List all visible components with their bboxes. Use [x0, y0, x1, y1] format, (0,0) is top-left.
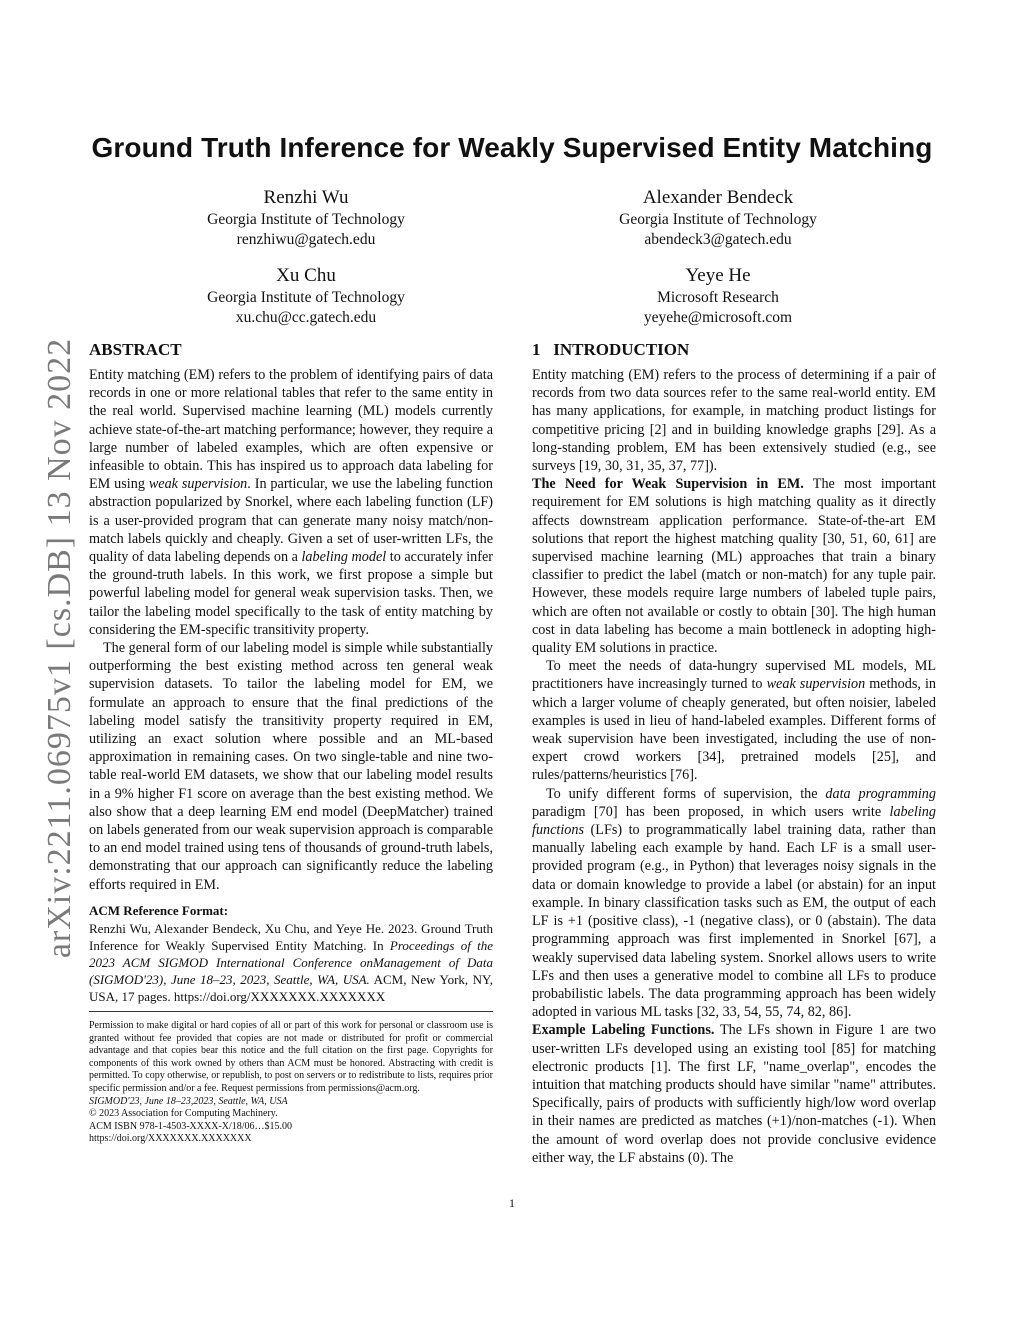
author-block: [538, 264, 898, 328]
abstract-emphasis: weak supervision: [148, 476, 248, 493]
paper-title: Ground Truth Inference for Weakly Supervised Entity Matching: [91, 132, 933, 163]
intro-paragraph: [532, 657, 936, 784]
author-affiliation: Georgia Institute of Technology: [619, 211, 817, 228]
author-affiliation: Georgia Institute of Technology: [207, 211, 405, 228]
intro-emphasis: labeling functions: [532, 803, 936, 839]
acm-reference-text: ACM, New York, NY, USA, 17 pages. https://doi.org/XXXXXXX.XXXXXXX: [89, 972, 494, 1005]
intro-text: The LFs shown in Figure 1 are two user-written LFs developed using an existing tool [85] for matching electronic products [1]. The first LF, "name_overlap", encodes the intuition that matching products should have similar "name" attributes. Specifically, pairs of products with sufficiently high/low word overlap in their names are predicted as matches (+1)/non-matches (-1). When the amount of word overlap does not provide conclusive evidence either way, the LF abstains (0). The: [532, 1022, 936, 1166]
isbn-line: ACM ISBN 978-1-4503-XXXX-X/18/06…$15.00: [89, 1120, 293, 1132]
conference-line: SIGMOD'23, June 18–23,2023, Seattle, WA, USA: [89, 1095, 288, 1107]
abstract-paragraph: [89, 366, 493, 639]
acm-reference-text: Renzhi Wu, Alexander Bendeck, Xu Chu, and Yeye He. 2023. Ground Truth Inference for Weakly Supervised Entity Matching. In: [89, 921, 493, 954]
arxiv-stamp: arXiv:2211.06975v1 [cs.DB] 13 Nov 2022: [41, 337, 78, 959]
section-heading-introduction: 1 INTRODUCTION: [532, 340, 690, 359]
author-affiliation: Microsoft Research: [657, 289, 779, 306]
left-column: [89, 340, 493, 1146]
author-email: xu.chu@cc.gatech.edu: [235, 309, 377, 326]
intro-paragraph: Entity matching (EM) refers to the process of determining if a pair of records from two data sources refer to the same real-world entity. EM has many applications, for example, in matching product listings for competitive pricing [2] and in building knowledge graphs [29]. As a long-standing problem, EM has been extensively studied (e.g., see surveys [19, 30, 31, 35, 37, 77]).: [532, 367, 936, 475]
intro-text: To unify different forms of supervision, the: [546, 785, 826, 802]
permission-text: Permission to make digital or hard copies of all or part of this work for personal or classroom use is granted without fee provided that copies are not made or distributed for profit or commercial advantage and that copies bear this notice and the full citation on the first page. Copyrights for components of this work owned by others than ACM must be honored. Abstracting with credit is permitted. To copy otherwise, or republish, to post on servers or to redistribute to lists, requires prior specific permission and/or a fee. Request permissions from permissions@acm.org.: [89, 1020, 493, 1095]
abstract-text: Entity matching (EM) refers to the problem of identifying pairs of data records in one or more relational tables that refer to the same entity in the real world. Supervised machine learning (ML) models currently achieve state-of-the-art matching performance; however, they require a large number of labeled examples, which are often expensive or infeasible to obtain. This has inspired us to approach data labeling for EM using: [89, 367, 493, 493]
author-email: renzhiwu@gatech.edu: [236, 231, 376, 248]
right-column: [532, 340, 936, 1167]
intro-paragraph: [532, 785, 936, 1022]
doi-line: https://doi.org/XXXXXXX.XXXXXXX: [89, 1133, 252, 1145]
abstract-text: to accurately infer the ground-truth labels. In this work, we first propose a simple but powerful labeling model for general weak supervision tasks. Then, we tailor the labeling model specifically to the task of entity matching by considering the EM-specific transitivity property.: [89, 549, 493, 638]
association-line: © 2023 Association for Computing Machinery.: [89, 1108, 278, 1120]
intro-text: (LFs) to programmatically label training data, rather than manually labeling each example by hand. Each LF is a small user-provided program (e.g., in Python) that leverages noisy signals in the data or domain knowledge to provide a label (or abstain) for an input example. In binary classification tasks such as EM, the output of each LF is +1 (positive class), -1 (negative class), or 0 (abstain). The data programming approach was first implemented in Snorkel [67], a weakly supervised data labeling system. Snorkel allows users to write LFs and then uses a generative model to combine all LFs to produce probabilistic labels. The data programming approach has been widely adopted in various ML tasks [32, 33, 54, 55, 74, 82, 86].: [532, 822, 936, 1021]
intro-text: methods, in which a larger volume of cheaply generated, but often noisier, labeled examples is used in lieu of hand-labeled examples. Different forms of weak supervision have been investigated, including the use of non-expert crowd workers [34], pretrained models [25], and rules/patterns/heuristics [76].: [532, 676, 936, 784]
page-number: 1: [509, 1196, 515, 1210]
author-block: [126, 186, 486, 250]
paragraph-lead: The Need for Weak Supervision in EM.: [532, 476, 804, 493]
abstract-text: . In particular, we use the labeling function abstraction popularized by Snorkel, where each labeling function (LF) is a user-provided program that can generate many noisy match/non-match labels quickly and cheaply. Given a set of user-written LFs, the quality of data labeling depends on a: [89, 476, 493, 566]
author-name: Renzhi Wu: [263, 187, 349, 208]
intro-text: The most important requirement for EM solutions is high matching quality as it directly affects downstream application performance. State-of-the-art EM solutions that report the highest matching quality [30, 51, 60, 61] are supervised machine learning (ML) approaches that train a binary classifier to predict the label (match or non-match) for any tuple pair. However, these models require large numbers of labeled tuple pairs, which are often not available or costly to obtain [30]. The high human cost in data labeling has become a main bottleneck in adopting high-quality EM solutions in practice.: [532, 476, 936, 657]
author-email: abendeck3@gatech.edu: [644, 231, 792, 248]
author-block: [126, 264, 486, 328]
acm-reference: [89, 920, 493, 1005]
intro-text: To meet the needs of data-hungry supervised ML models, ML practitioners have increasingly turned to: [532, 658, 936, 693]
intro-emphasis: weak supervision: [766, 676, 866, 693]
author-block: [538, 186, 898, 250]
author-name: Xu Chu: [276, 265, 336, 286]
footnote-rule: [89, 1011, 493, 1012]
paragraph-lead: Example Labeling Functions.: [532, 1022, 715, 1039]
intro-text: paradigm [70] has been proposed, in which users write: [532, 803, 890, 820]
intro-emphasis: data programming: [825, 785, 936, 802]
abstract-paragraph: The general form of our labeling model is simple while substantially outperforming the best existing method across ten general weak supervision datasets. To tailor the labeling model for EM, we formulate an approach to ensure that the final predictions of the labeling model satisfy the transitivity property required in EM, utilizing an exact solution where possible and an ML-based approximation in remaining cases. On two single-table and nine two-table real-world EM datasets, we show that our labeling model results in a 9% higher F1 score on average than the best existing method. We also show that a deep learning EM end model (DeepMatcher) trained on labels generated from our weak supervision approach is comparable to an end model trained using tens of thousands of ground-truth labels, demonstrating that our approach can significantly reduce the labeling efforts required in EM.: [89, 640, 493, 893]
intro-paragraph: [532, 475, 936, 657]
acm-reference-heading: ACM Reference Format:: [89, 902, 229, 918]
abstract-emphasis: labeling model: [301, 549, 387, 566]
abstract-heading: ABSTRACT: [89, 340, 182, 359]
author-name: Alexander Bendeck: [642, 187, 794, 208]
intro-paragraph: [532, 1021, 936, 1167]
copyright-notice: [89, 1020, 493, 1146]
author-email: yeyehe@microsoft.com: [643, 309, 793, 326]
author-affiliation: Georgia Institute of Technology: [207, 289, 405, 306]
acm-reference-venue: Proceedings of the 2023 ACM SIGMOD International Conference onManagement of Data (SIGMOD'23), June 18–23, 2023, Seattle, WA, USA.: [89, 938, 493, 988]
author-name: Yeye He: [685, 265, 751, 286]
